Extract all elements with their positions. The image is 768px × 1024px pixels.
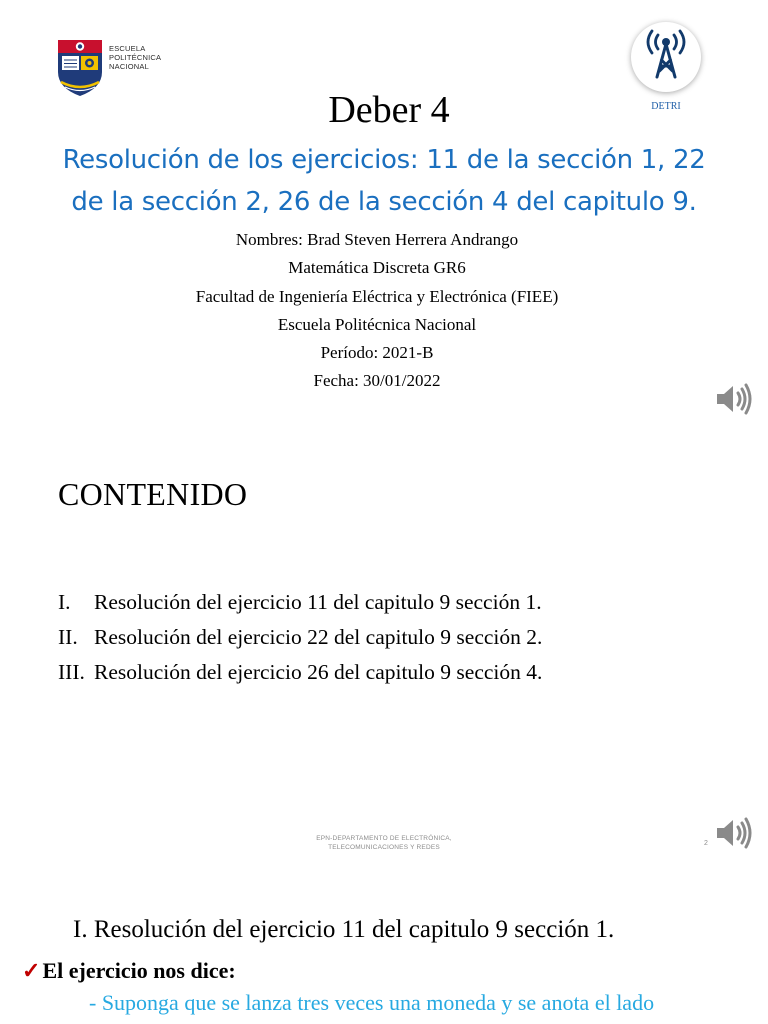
footer-line: TELECOMUNICACIONES Y REDES — [328, 844, 440, 851]
detri-label: DETRI — [651, 101, 681, 112]
statement-label-text: El ejercicio nos dice: — [42, 958, 236, 983]
statement-text: - Suponga que se lanza tres veces una moneda y se anota el lado — [89, 990, 655, 1015]
contents-item-number: II. — [58, 625, 78, 649]
contents-item — [58, 655, 542, 690]
epn-logo-line: NACIONAL — [109, 62, 149, 71]
subtitle-line: de la sección 2, 26 de la sección 4 del capitulo 9. — [71, 187, 697, 217]
author-names: Nombres: Brad Steven Herrera Andrango — [235, 230, 519, 249]
speaker-icon[interactable] — [713, 379, 753, 419]
contents-item-number: III. — [58, 660, 85, 684]
school-name: Escuela Politécnica Nacional — [277, 314, 477, 334]
contents-item — [58, 620, 542, 655]
antenna-tower-icon — [631, 22, 701, 92]
contents-list — [58, 585, 542, 690]
speaker-icon[interactable] — [713, 813, 753, 853]
statement-label — [22, 958, 236, 984]
title-slide — [0, 0, 768, 440]
epn-logo-line: ESCUELA — [109, 44, 146, 53]
date: Fecha: 30/01/2022 — [313, 371, 441, 391]
section-heading: I. Resolución del ejercicio 11 del capitulo 9 sección 1. — [73, 916, 615, 943]
detri-circle — [631, 22, 701, 92]
slide-title: Deber 4 — [328, 89, 450, 131]
subtitle-line: Resolución de los ejercicios: 11 de la sección 1, 22 — [62, 145, 706, 175]
contents-item-text: Resolución del ejercicio 22 del capitulo 9 sección 2. — [94, 625, 543, 649]
contents-item-text: Resolución del ejercicio 26 del capitulo 9 sección 4. — [94, 660, 543, 684]
faculty-name: Facultad de Ingeniería Eléctrica y Electrónica (FIEE) — [195, 286, 559, 306]
contents-heading: CONTENIDO — [58, 476, 248, 512]
contents-item-number: I. — [58, 590, 71, 614]
contents-item-text: Resolución del ejercicio 11 del capitulo 9 sección 1. — [94, 590, 542, 614]
author-info — [0, 226, 754, 396]
slide-footer — [284, 834, 484, 852]
contents-slide — [0, 440, 768, 870]
period: Período: 2021-B — [320, 343, 434, 363]
page-number: 2 — [704, 840, 708, 847]
footer-line: EPN-DEPARTAMENTO DE ELECTRÓNICA, — [316, 835, 452, 842]
exercise-slide — [0, 870, 768, 1024]
check-icon: ✓ — [22, 958, 41, 983]
contents-item — [58, 585, 542, 620]
course-name: Matemática Discreta GR6 — [288, 258, 466, 278]
epn-logo-text — [109, 44, 161, 71]
slide-subtitle — [10, 139, 758, 223]
epn-logo-line: POLITÉCNICA — [109, 53, 162, 62]
